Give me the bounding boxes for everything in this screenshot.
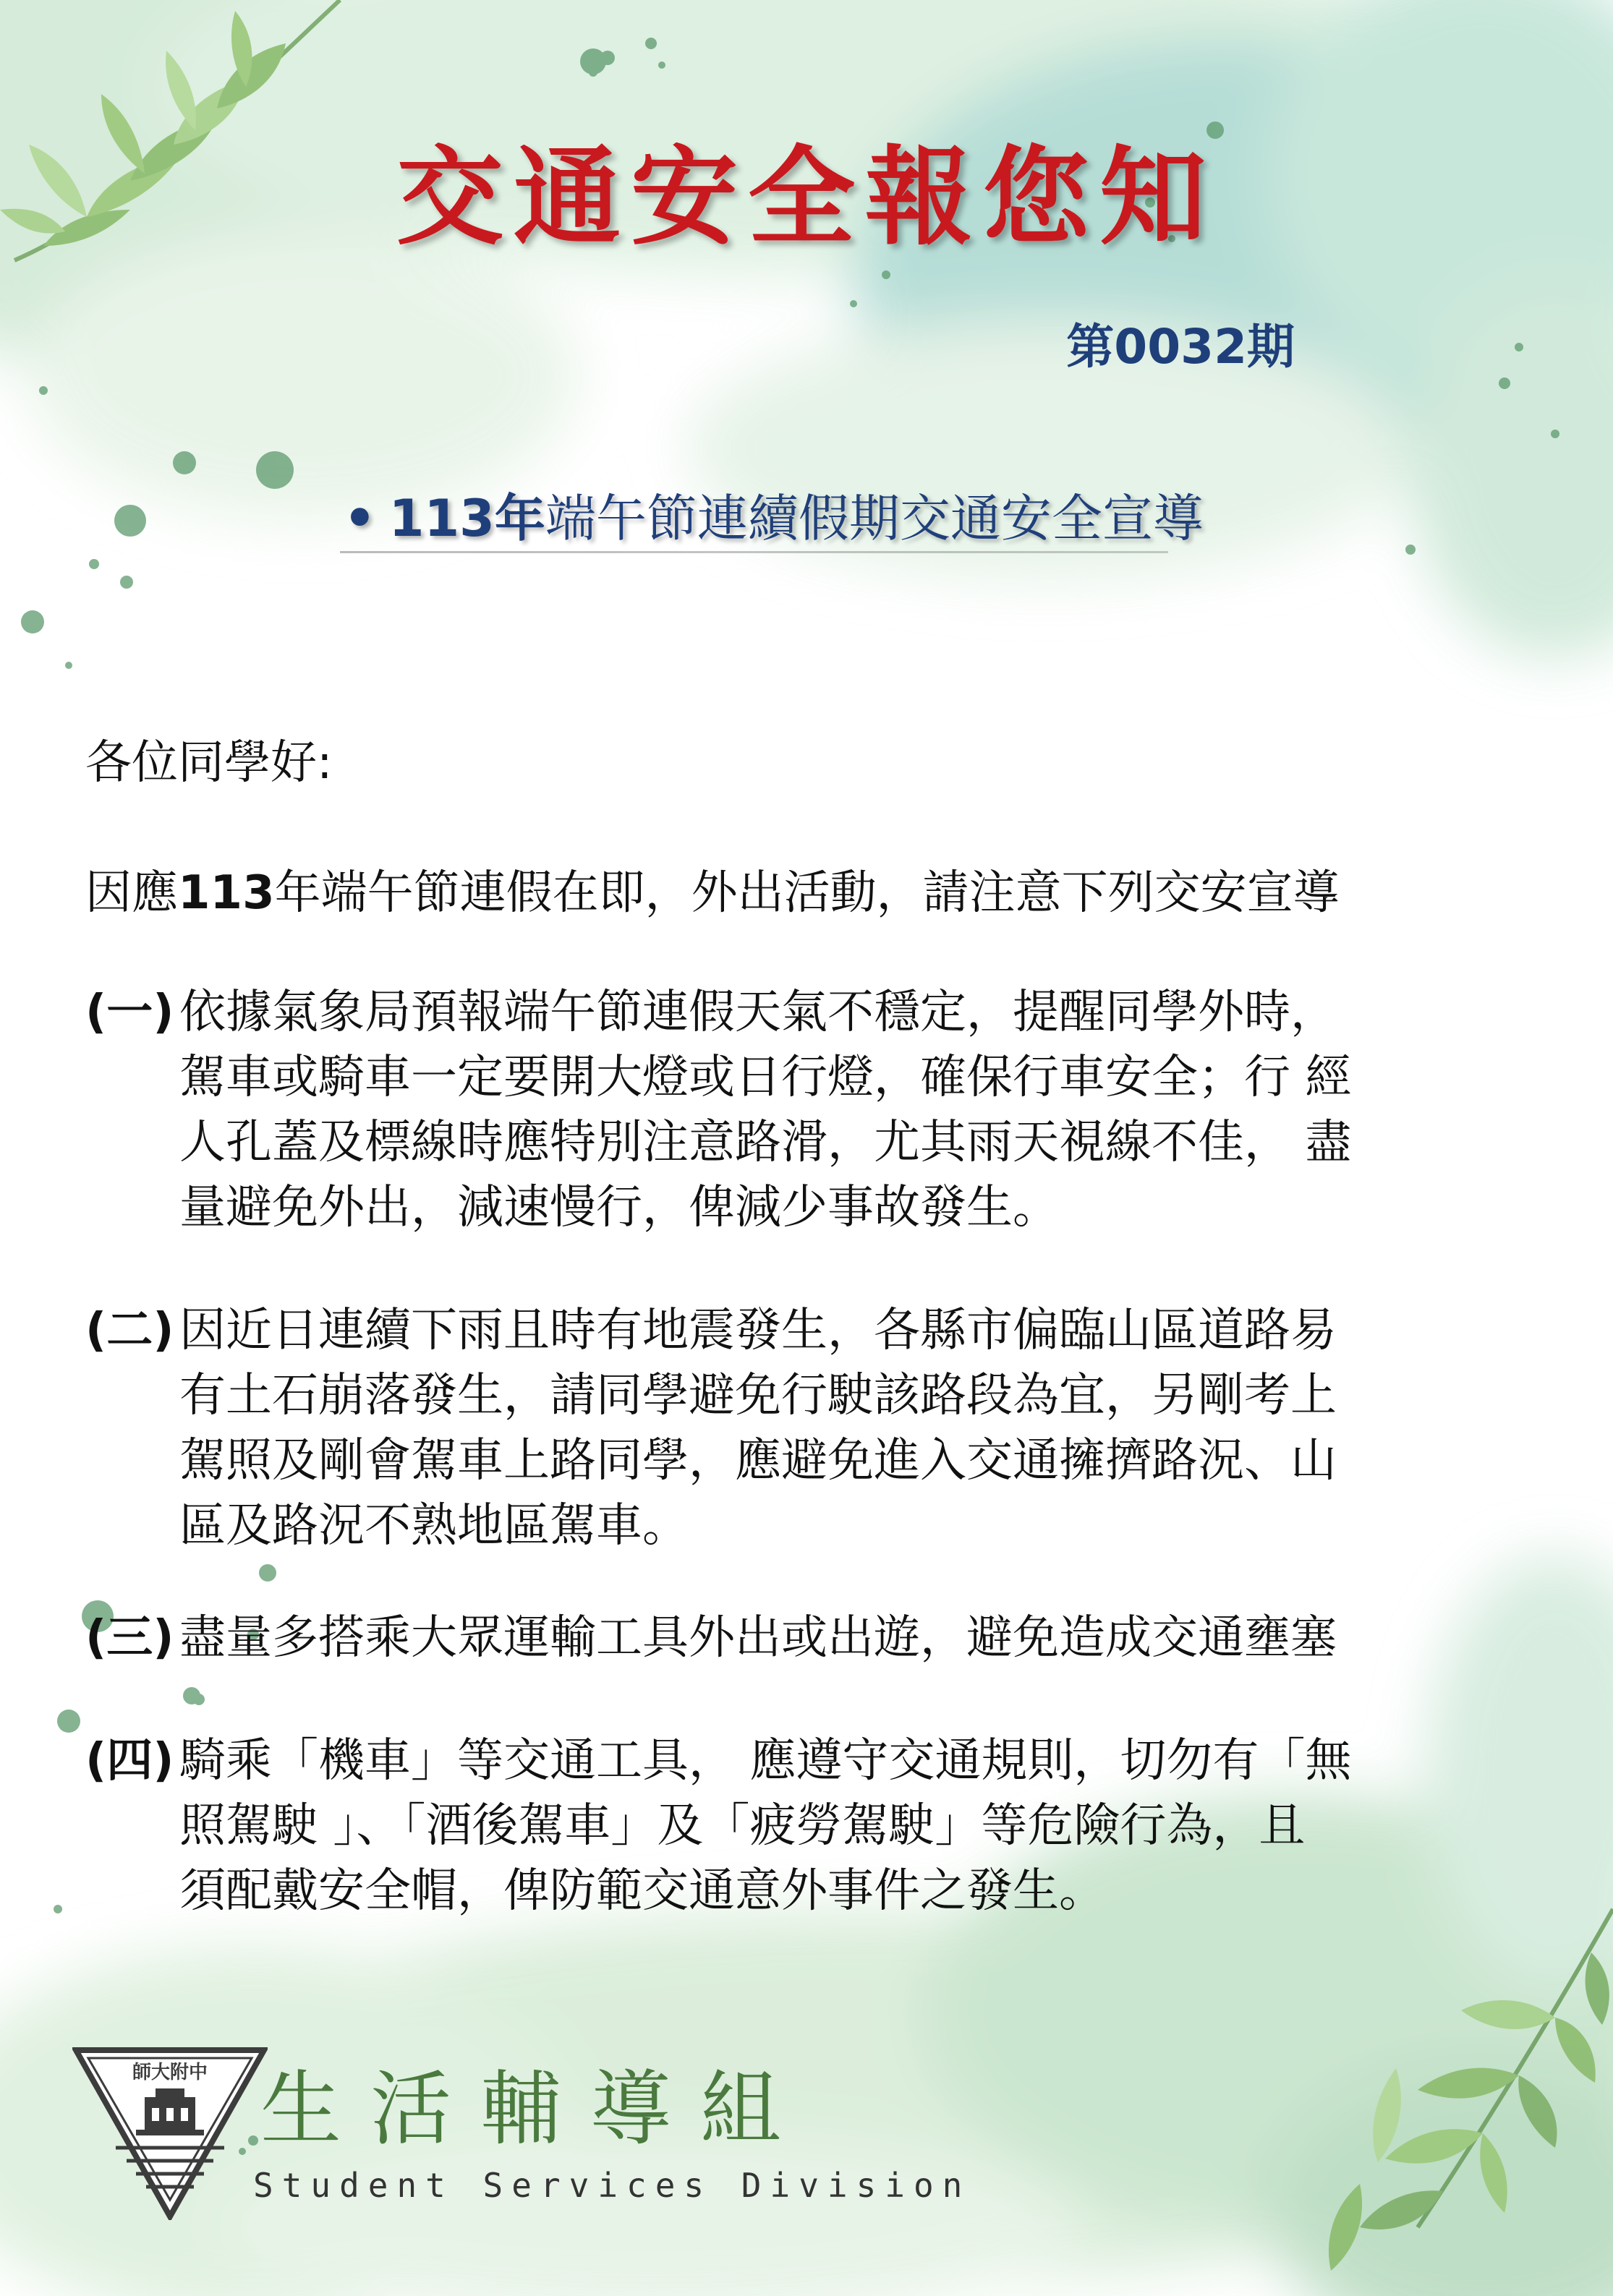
org-name-en: Student Services Division bbox=[253, 2166, 971, 2205]
list-item bbox=[85, 1605, 1503, 1670]
poster-title: 交通安全報您知 bbox=[396, 135, 1217, 260]
list-item bbox=[85, 1728, 1503, 1924]
topic-text: 端午節連續假期交通安全宣導 bbox=[545, 489, 1204, 548]
intro-paragraph bbox=[85, 861, 1503, 926]
issue-number: 第0032期 bbox=[1066, 319, 1295, 375]
intro-suffix: 年端午節連假在即，外出活動，請注意下列交安宣導 bbox=[274, 866, 1340, 920]
item-text: 依據氣象局預報端午節連假天氣不穩定，提醒同學外時， 駕車或騎車一定要開大燈或日行燈，確保行車安全；行 經 人孔蓋及標線時應特別注意路滑，尤其雨天視線不佳， 盡 量避免外出，減速慢行，俾減少事故發生。 bbox=[179, 986, 1352, 1234]
item-number: (三) bbox=[85, 1611, 174, 1665]
item-number: (二) bbox=[85, 1304, 174, 1357]
item-text: 因近日連續下雨且時有地震發生，各縣市偏臨山區道路易 有土石崩落發生，請同學避免行駛該路段為宜，另剛考上 駕照及剛會駕車上路同學，應避免進入交通擁擠路況、山 區及路況不熟地區駕車。 bbox=[179, 1304, 1337, 1553]
topic-year: 113年 bbox=[388, 489, 545, 548]
intro-prefix: 因應 bbox=[85, 866, 178, 920]
list-item bbox=[85, 1298, 1503, 1558]
bullet-icon: • bbox=[344, 489, 376, 548]
item-text: 盡量多搭乘大眾運輸工具外出或出遊，避免造成交通壅塞 bbox=[179, 1611, 1337, 1665]
item-number: (一) bbox=[85, 986, 174, 1039]
topic-heading bbox=[344, 488, 1204, 549]
item-text: 騎乘「機車」等交通工具， 應遵守交通規則，切勿有「無 照駕駛 」、「酒後駕車」及「疲勞駕駛」等危險行為，且 須配戴安全帽，俾防範交通意外事件之發生。 bbox=[179, 1734, 1352, 1918]
school-emblem-logo bbox=[72, 2047, 268, 2220]
heading-underline bbox=[340, 551, 1168, 553]
emblem-text: 師大附中 bbox=[132, 2062, 208, 2083]
item-number: (四) bbox=[85, 1734, 174, 1788]
org-name: 生活輔導組 bbox=[260, 2062, 810, 2156]
greeting: 各位同學好: bbox=[85, 736, 333, 790]
intro-year: 113 bbox=[178, 866, 275, 920]
list-item bbox=[85, 980, 1503, 1240]
